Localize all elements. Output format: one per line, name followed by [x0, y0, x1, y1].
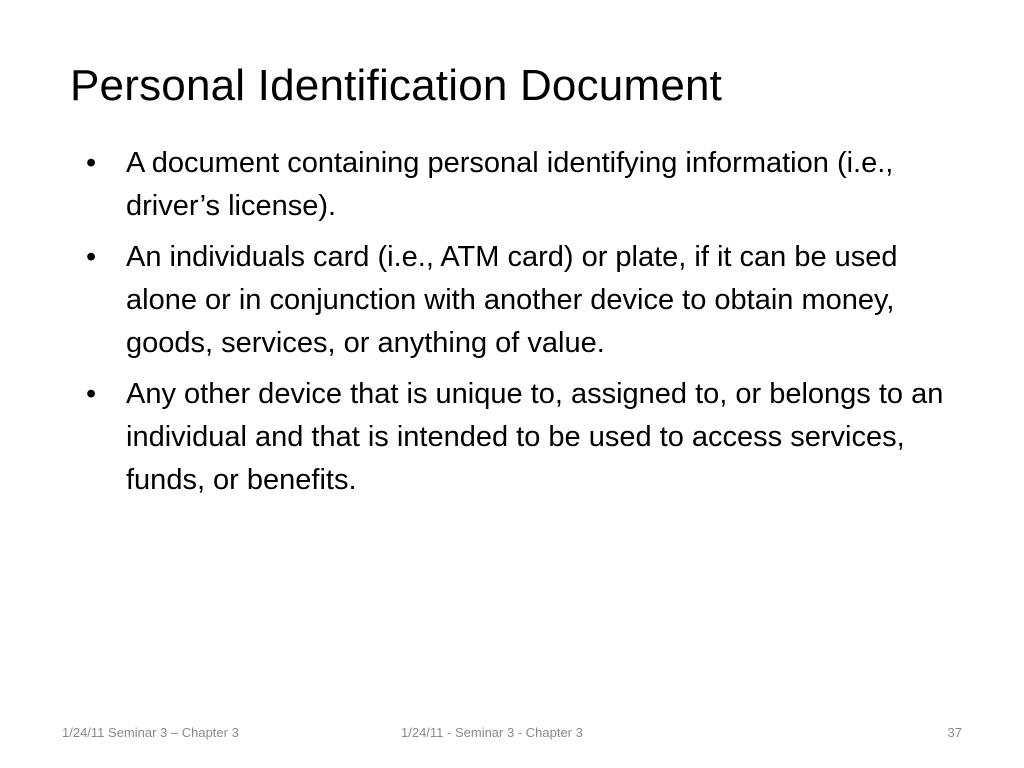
bullet-icon: •: [86, 378, 97, 410]
footer-center-text: 1/24/11 - Seminar 3 - Chapter 3: [401, 725, 583, 740]
bullet-icon: •: [86, 147, 97, 179]
bullet-item: [84, 142, 954, 228]
bullet-icon: •: [86, 241, 97, 273]
slide-title: Personal Identification Document: [70, 61, 723, 110]
slide-number: 37: [947, 725, 962, 740]
bullet-text: Any other device that is unique to, assigned to, or belongs to an individual and that is intended to be used to access services, funds, or benefits.: [126, 378, 944, 496]
bullet-item: [84, 236, 954, 365]
bullet-item: [84, 373, 954, 502]
footer-date-left: 1/24/11 Seminar 3 – Chapter 3: [62, 725, 239, 740]
bullet-text: A document containing personal identifying information (i.e., driver’s license).: [126, 147, 894, 222]
bullet-text: An individuals card (i.e., ATM card) or plate, if it can be used alone or in conjunction with another device to obtain money, goods, services, or anything of value.: [126, 241, 898, 359]
bullet-list: [84, 142, 954, 510]
